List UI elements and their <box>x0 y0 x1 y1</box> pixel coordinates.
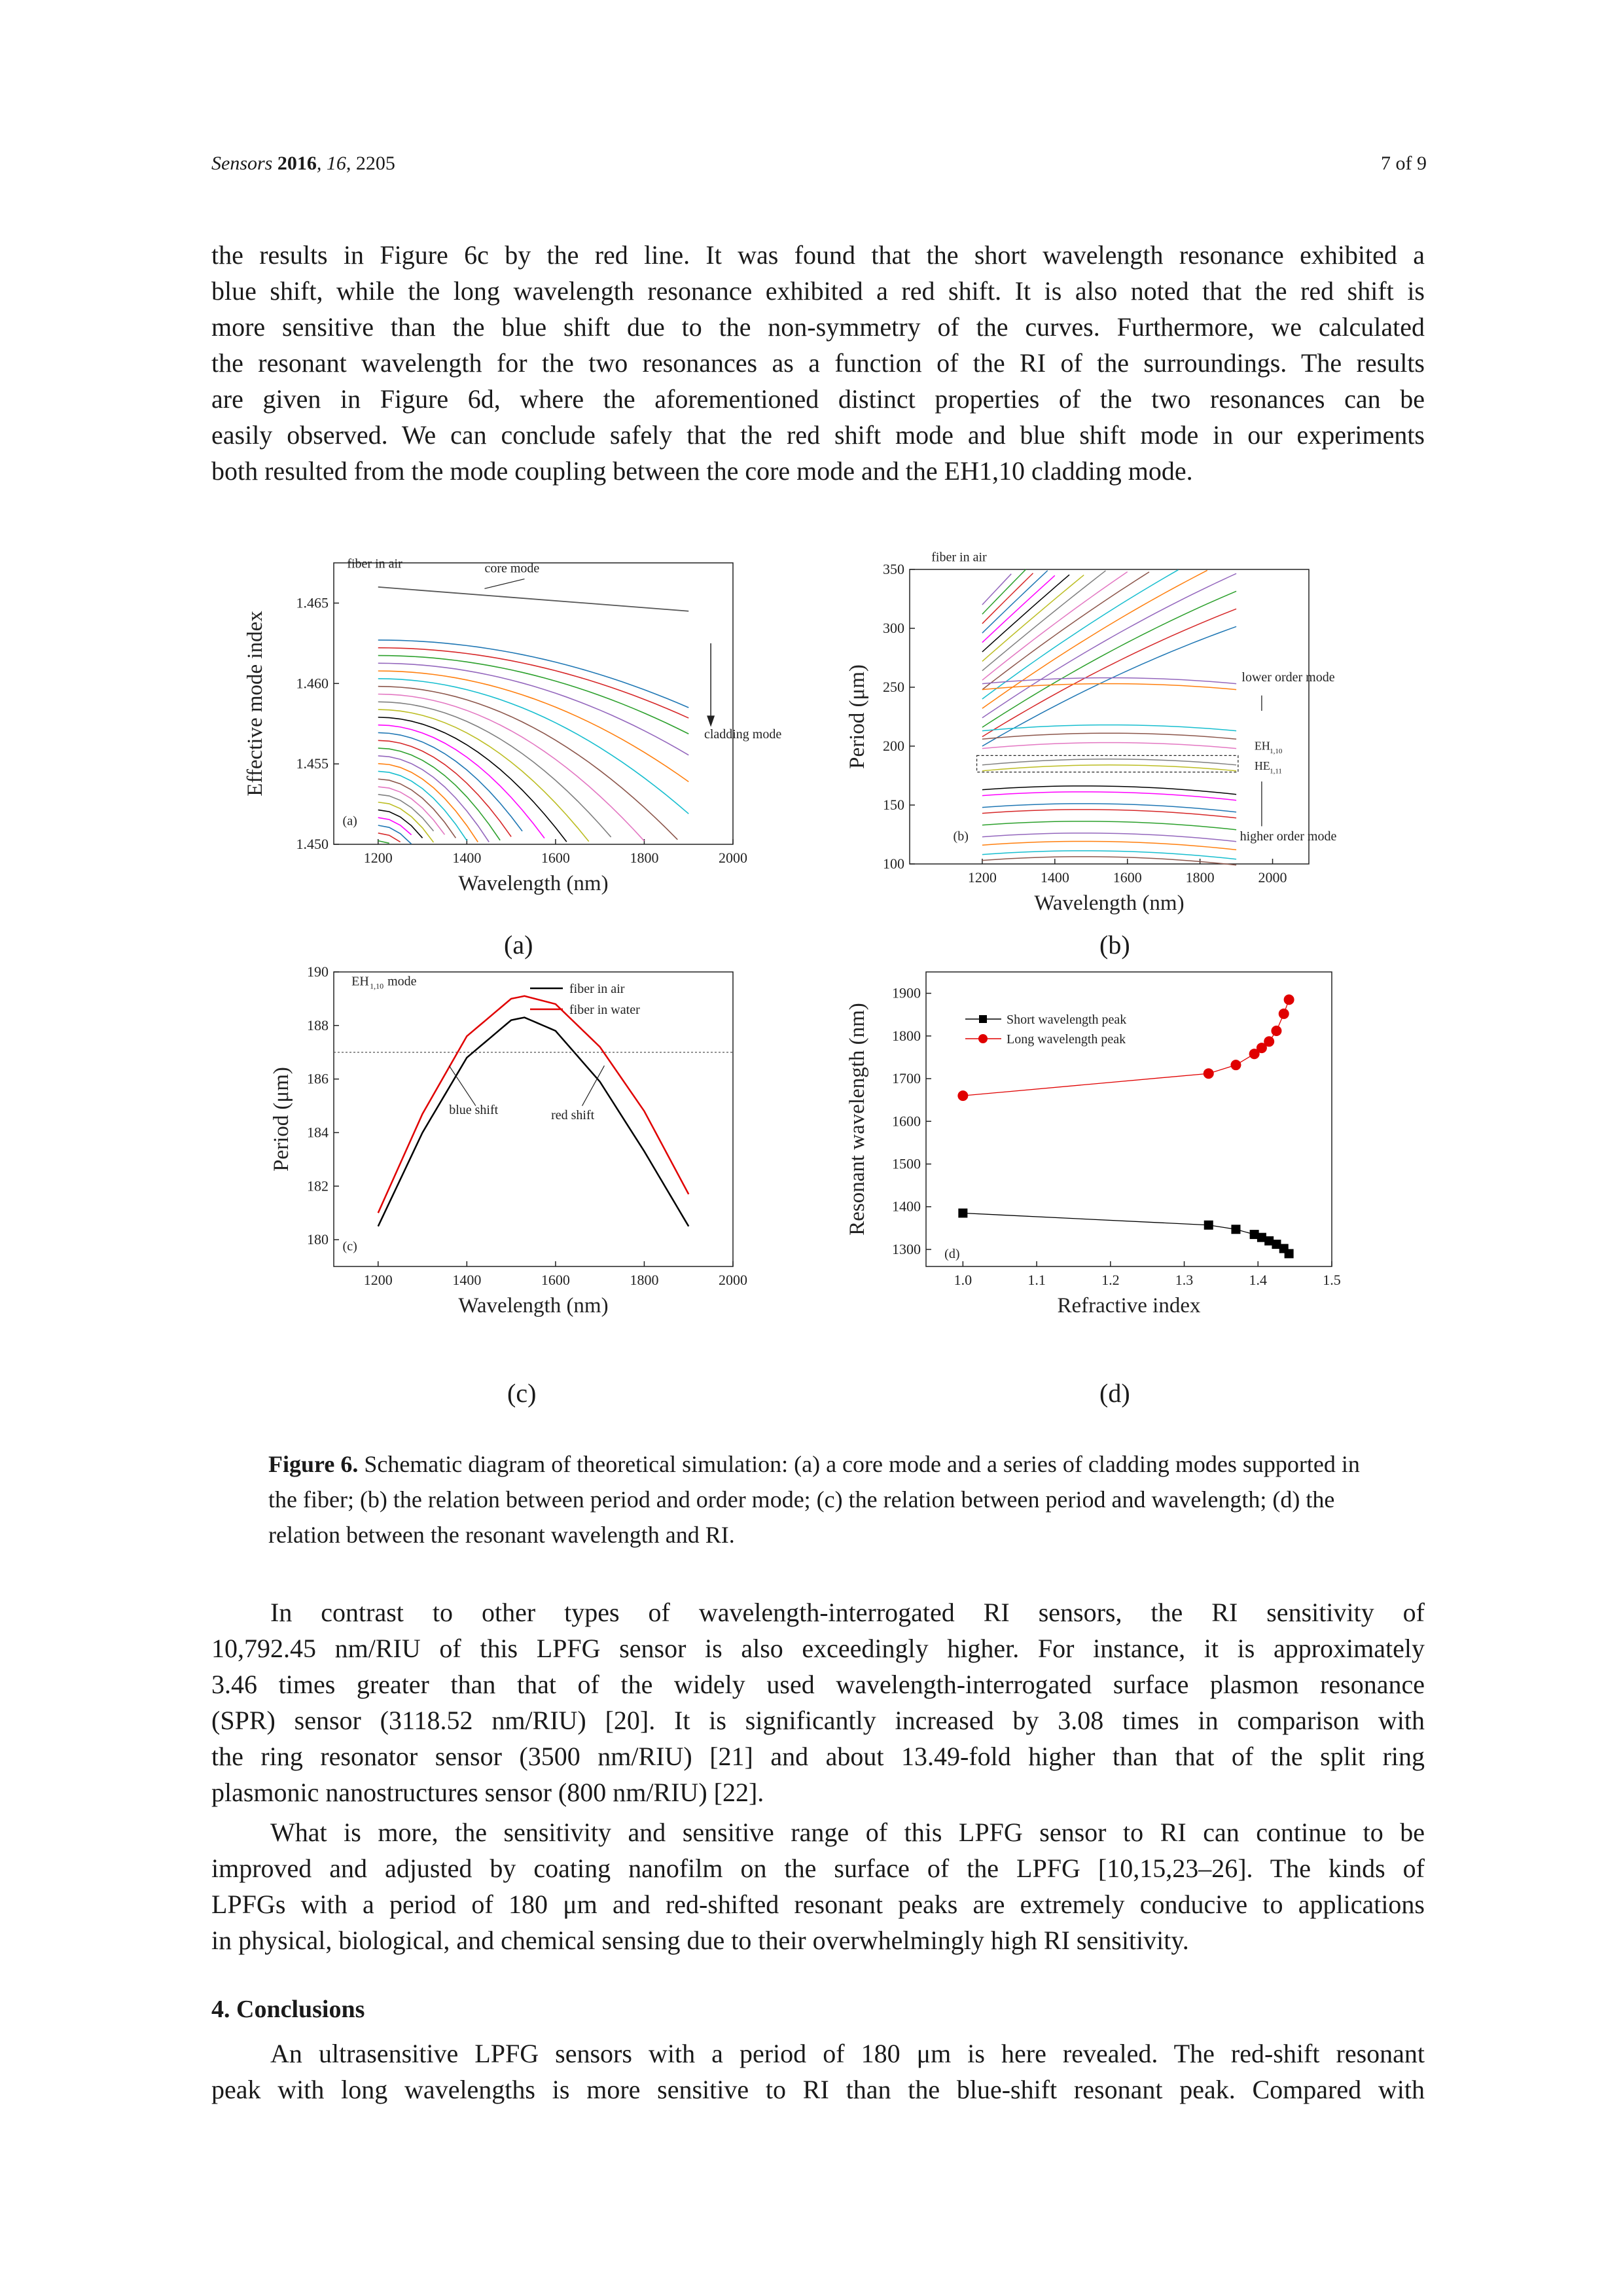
section-heading: 4. Conclusions <box>211 1996 365 2023</box>
x-tick-label: 2000 <box>1258 869 1287 886</box>
caption-text: Schematic diagram of theoretical simulation: (a) a core mode and a series of cladding modes supported in the fiber; (b) the relation between period and order mode; (c) the relation between period and wavelength; (d) the relation between the resonant wavelength and RI. <box>268 1451 1360 1548</box>
caption-label: Figure 6. <box>268 1451 359 1477</box>
cladding-mode-line <box>378 833 401 842</box>
y-tick-label: 150 <box>883 797 904 813</box>
annotation-cladding-mode: cladding mode <box>704 726 782 742</box>
annotation-lower-order: lower order mode <box>1241 670 1335 685</box>
x-tick-label: 1200 <box>967 869 997 886</box>
text-line: peak with long wavelengths is more sensitive to RI than the blue-shift resonant peak. Compared with <box>211 2075 1425 2104</box>
eh110-box <box>977 755 1238 772</box>
x-axis-label: Wavelength (nm) <box>458 872 609 895</box>
data-point <box>1284 994 1294 1005</box>
figure-panel-c <box>249 959 812 1365</box>
mode-curve <box>982 759 1236 765</box>
text-line: more sensitive than the blue shift due to the non-symmetry of the curves. Furthermore, we calculated <box>211 312 1425 342</box>
figure-caption <box>268 1446 1381 1552</box>
y-tick-label: 350 <box>883 561 904 577</box>
running-header: Sensors 2016, 16, 2205 <box>211 152 395 174</box>
y-tick-label: 250 <box>883 679 904 695</box>
page-number: 7 of 9 <box>1381 152 1427 174</box>
core-mode-line <box>378 587 688 611</box>
cladding-mode-line <box>378 802 434 842</box>
y-tick-label: 186 <box>307 1070 329 1087</box>
y-tick-label: 190 <box>307 963 329 980</box>
mode-curve <box>982 733 1236 739</box>
text-line: In contrast to other types of wavelength-interrogated RI sensors, the RI sensitivity of <box>270 1598 1425 1627</box>
annotation-eh: EH <box>351 974 369 989</box>
x-tick-label: 1200 <box>363 850 393 866</box>
y-tick-label: 1300 <box>892 1240 921 1257</box>
text-line: 10,792.45 nm/RIU of this LPFG sensor is also exceedingly higher. For instance, it is approximately <box>211 1634 1425 1663</box>
series-line-1 <box>378 996 688 1213</box>
annotation-red-shift: red shift <box>551 1108 595 1122</box>
cladding-mode-line <box>378 656 688 734</box>
mode-curve <box>982 573 1236 718</box>
x-axis-label: Wavelength (nm) <box>1034 891 1185 915</box>
text-line: LPFGs with a period of 180 μm and red-shifted resonant peaks are extremely conducive to applications <box>211 1890 1425 1919</box>
panel-tag: (a) <box>342 814 357 829</box>
y-tick-label: 1.450 <box>296 836 329 852</box>
annotation-core-mode: core mode <box>484 561 540 576</box>
y-tick-label: 184 <box>307 1124 329 1141</box>
mode-curve <box>982 765 1236 771</box>
panel-tag: (d) <box>944 1246 960 1261</box>
mode-curve <box>982 575 1055 642</box>
x-tick-label: 1800 <box>630 1272 659 1288</box>
text-line: the results in Figure 6c by the red line. It was found that the short wavelength resonance exhibited a <box>211 240 1425 270</box>
x-tick-label: 1800 <box>630 850 659 866</box>
data-point <box>1271 1026 1281 1036</box>
text-line: the resonant wavelength for the two resonances as a function of the RI of the surroundings. The results <box>211 348 1425 378</box>
annotation-higher-order: higher order mode <box>1240 829 1337 844</box>
y-tick-label: 188 <box>307 1016 329 1033</box>
text-line: What is more, the sensitivity and sensitive range of this LPFG sensor to RI can continue to be <box>270 1818 1425 1847</box>
legend-label: fiber in water <box>569 1003 640 1017</box>
mode-curve <box>982 573 1033 624</box>
data-point <box>1204 1068 1214 1079</box>
y-axis-label: Period (μm) <box>846 664 869 769</box>
y-axis-label: Period (μm) <box>270 1067 293 1172</box>
x-tick-label: 2000 <box>719 1272 747 1288</box>
data-point <box>1279 1009 1289 1019</box>
mode-curve <box>982 833 1236 842</box>
y-tick-label: 200 <box>883 738 904 754</box>
text-line: An ultrasensitive LPFG sensors with a period of 180 μm is here revealed. The red-shift resonant <box>270 2039 1425 2068</box>
journal-year: 2016 <box>277 152 317 174</box>
x-tick-label: 1600 <box>1113 869 1142 886</box>
figure-panel-a <box>236 537 812 923</box>
panel-tag: (c) <box>342 1239 357 1254</box>
data-point <box>1285 1249 1294 1258</box>
text-line: easily observed. We can conclude safely that the red shift mode and blue shift mode in our experiments <box>211 420 1425 450</box>
x-tick-label: 1400 <box>452 1272 482 1288</box>
paragraph-3 <box>211 1814 1425 1958</box>
journal-volume: 16 <box>326 152 346 174</box>
x-tick-label: 1600 <box>541 850 570 866</box>
x-tick-label: 2000 <box>719 850 747 866</box>
x-tick-label: 1.5 <box>1323 1272 1341 1288</box>
annotation-eh: EH <box>1254 739 1270 753</box>
cladding-mode-line <box>378 771 467 840</box>
y-tick-label: 1.465 <box>296 594 329 611</box>
paragraph-4 <box>211 2036 1425 2108</box>
annotation-fiber-in-air: fiber in air <box>931 550 987 565</box>
legend-label: Short wavelength peak <box>1007 1013 1127 1027</box>
text-line: blue shift, while the long wavelength resonance exhibited a red shift. It is also noted that the red shift is <box>211 276 1425 306</box>
x-axis-label: Wavelength (nm) <box>458 1294 609 1318</box>
cladding-mode-line <box>378 764 478 842</box>
x-tick-label: 1400 <box>1040 869 1069 886</box>
cladding-mode-line <box>378 671 688 781</box>
plot-frame <box>334 972 733 1266</box>
mode-curve <box>982 570 1178 699</box>
data-point <box>1204 1221 1213 1230</box>
y-tick-label: 1400 <box>892 1198 921 1215</box>
mode-curve <box>982 841 1236 850</box>
series-line-0 <box>378 1018 688 1227</box>
data-point <box>1231 1225 1240 1234</box>
x-tick-label: 1.1 <box>1027 1272 1046 1288</box>
data-point <box>1230 1060 1241 1070</box>
plot-frame <box>910 569 1309 864</box>
text-line: both resulted from the mode coupling between the core mode and the EH1,10 cladding mode. <box>211 456 1193 486</box>
y-tick-label: 1.455 <box>296 755 329 772</box>
y-tick-label: 1800 <box>892 1027 921 1044</box>
mode-curve <box>982 572 1128 681</box>
text-line: (SPR) sensor (3118.52 nm/RIU) [20]. It is significantly increased by 3.08 times in comparison with <box>211 1706 1425 1735</box>
y-tick-label: 1500 <box>892 1155 921 1172</box>
panel-a-label: (a) <box>504 930 533 960</box>
data-point <box>957 1090 968 1101</box>
annotation-eh-sub: 1,10 <box>1270 747 1283 755</box>
mode-curve <box>982 575 1069 652</box>
text-line: 3.46 times greater than that of the widely used wavelength-interrogated surface plasmon resonance <box>211 1670 1425 1699</box>
y-axis-label: Effective mode index <box>243 611 267 797</box>
text-line: are given in Figure 6d, where the aforementioned distinct properties of the two resonances can be <box>211 384 1425 414</box>
x-tick-label: 1600 <box>541 1272 570 1288</box>
mode-curve <box>982 725 1236 731</box>
x-tick-label: 1.2 <box>1101 1272 1120 1288</box>
cladding-mode-line <box>378 841 389 844</box>
y-tick-label: 300 <box>883 620 904 636</box>
annotation-he: HE <box>1254 759 1270 772</box>
annotation-he-sub: 1,11 <box>1270 767 1282 776</box>
journal-name: Sensors <box>211 152 273 174</box>
mode-curve <box>982 570 1207 708</box>
arrow-head <box>707 715 715 726</box>
panel-tag: (b) <box>953 829 969 844</box>
annotation-eh-sub: 1,10 <box>370 981 384 991</box>
panel-d-label: (d) <box>1099 1378 1130 1408</box>
paragraph-1 <box>211 237 1425 489</box>
figure-panel-d <box>844 959 1420 1365</box>
data-point <box>1264 1036 1274 1047</box>
x-tick-label: 1.4 <box>1249 1272 1268 1288</box>
data-point <box>958 1208 967 1217</box>
arrow-red-shift <box>582 1066 605 1105</box>
annotation-fiber-in-air: fiber in air <box>347 556 402 571</box>
figure-panel-b <box>844 537 1420 929</box>
annotation-mode: mode <box>387 974 417 989</box>
panel-c-label: (c) <box>507 1378 537 1408</box>
y-axis-label: Resonant wavelength (nm) <box>846 1003 869 1236</box>
text-line: the ring resonator sensor (3500 nm/RIU) [21] and about 13.49-fold higher than that of the split ring <box>211 1742 1425 1771</box>
text-line: plasmonic nanostructures sensor (800 nm/RIU) [22]. <box>211 1778 764 1807</box>
x-tick-label: 1200 <box>363 1272 393 1288</box>
mode-curve <box>982 684 1236 690</box>
legend-label: Long wavelength peak <box>1007 1032 1126 1047</box>
cladding-mode-line <box>378 825 412 844</box>
y-tick-label: 180 <box>307 1231 329 1248</box>
y-tick-label: 1600 <box>892 1113 921 1130</box>
x-tick-label: 1400 <box>452 850 482 866</box>
x-tick-label: 1800 <box>1185 869 1215 886</box>
legend-label: fiber in air <box>569 982 625 996</box>
article-number: , 2205 <box>346 152 395 174</box>
text-line: improved and adjusted by coating nanofilm on the surface of the LPFG [10,15,23–26]. The kinds of <box>211 1854 1425 1883</box>
cladding-mode-line <box>378 663 688 755</box>
arrow-core-mode <box>484 579 524 589</box>
paragraph-2 <box>211 1594 1425 1810</box>
y-tick-label: 1700 <box>892 1070 921 1087</box>
arrow-blue-shift <box>449 1066 476 1105</box>
x-tick-label: 1.3 <box>1175 1272 1194 1288</box>
legend-marker <box>978 1034 988 1043</box>
y-tick-label: 1900 <box>892 984 921 1001</box>
x-tick-label: 1.0 <box>954 1272 972 1288</box>
y-tick-label: 1.460 <box>296 675 329 692</box>
text-line: in physical, biological, and chemical sensing due to their overwhelmingly high RI sensitivity. <box>211 1926 1189 1955</box>
y-tick-label: 182 <box>307 1177 329 1194</box>
legend-marker <box>979 1015 987 1023</box>
x-axis-label: Refractive index <box>1057 1294 1201 1318</box>
mode-curve <box>982 743 1236 749</box>
mode-curve <box>982 821 1236 830</box>
mode-curve <box>982 810 1236 818</box>
y-tick-label: 100 <box>883 855 904 872</box>
panel-b-label: (b) <box>1099 930 1130 960</box>
mode-curve <box>982 792 1236 800</box>
annotation-blue-shift: blue shift <box>449 1102 499 1117</box>
